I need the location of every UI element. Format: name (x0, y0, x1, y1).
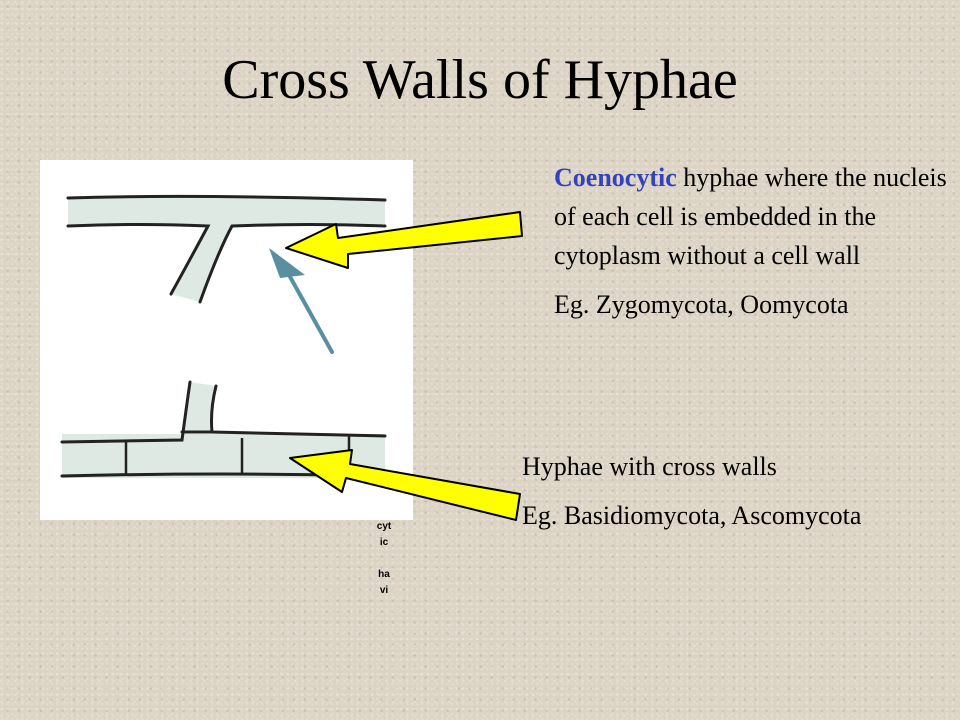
overflow-vertical-text: cytic havi (376, 521, 392, 596)
coenocytic-text: hyphae where the nucleis of each cell is embedded in the cytoplasm without a cell wall (554, 163, 947, 270)
pointer-arrow-head (269, 248, 305, 278)
hyphae-drawing (40, 160, 413, 520)
coenocytic-hypha-outline-bottom (68, 225, 385, 303)
coenocytic-description (554, 158, 954, 324)
hyphae-illustration (40, 160, 413, 520)
slide-title: Cross Walls of Hyphae (222, 49, 738, 111)
septate-examples: Eg. Basidiomycota, Ascomycota (522, 501, 862, 530)
coenocytic-term: Coenocytic (554, 163, 677, 192)
coenocytic-hypha (68, 196, 385, 302)
septate-description (522, 447, 942, 535)
septate-text: Hyphae with cross walls (522, 452, 777, 481)
coenocytic-paragraph (554, 158, 954, 275)
coenocytic-examples: Eg. Zygomycota, Oomycota (554, 290, 849, 319)
pointer-arrow-shaft (284, 266, 332, 352)
